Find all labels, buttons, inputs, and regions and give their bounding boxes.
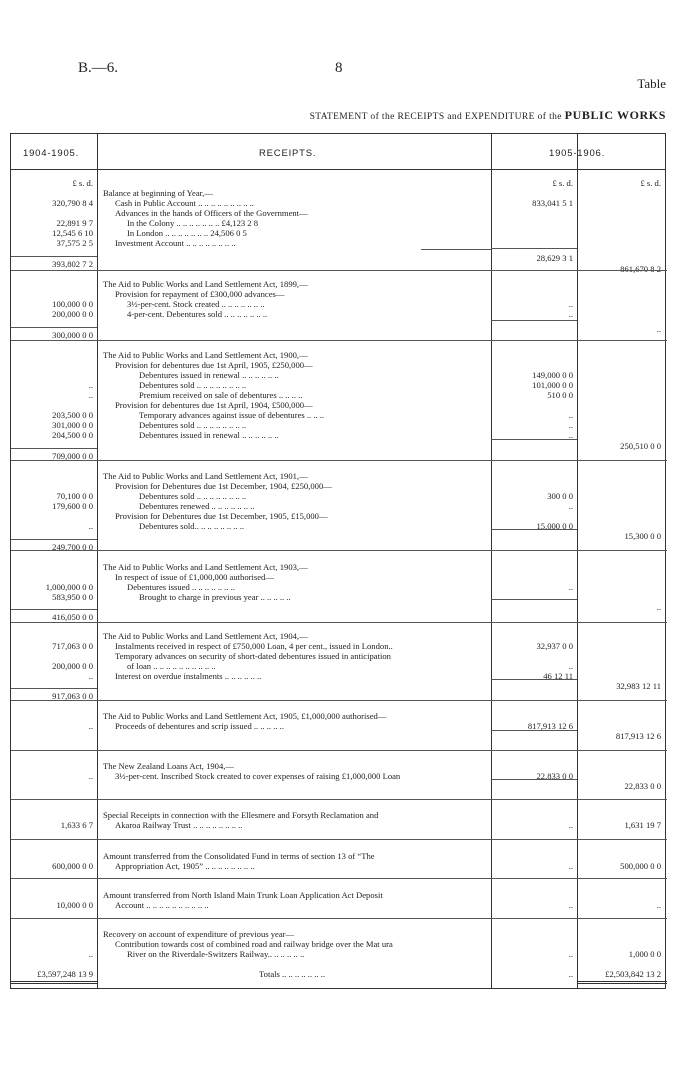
receipt-line: Instalments received in respect of £750,000 Loan, 4 per cent., issued in London.. <box>115 641 393 651</box>
receipt-amount: 817,913 12 6 <box>527 721 573 731</box>
section-rule <box>491 529 577 530</box>
prev-year-amount: .. <box>88 721 93 731</box>
column-divider <box>577 134 578 988</box>
prev-year-amount: 204,500 0 0 <box>52 430 93 440</box>
section-rule <box>11 799 667 800</box>
column-header-receipts: RECEIPTS. <box>259 148 317 159</box>
column-header-1904-1905: 1904-1905. <box>23 148 80 159</box>
receipt-amount: .. <box>568 969 573 979</box>
prev-year-amount: .. <box>88 671 93 681</box>
prev-year-amount: 200,000 0 0 <box>52 661 93 671</box>
receipt-line: Premium received on sale of debentures .. .. .. .. <box>139 390 303 400</box>
prev-year-amount: £3,597,248 13 9 <box>37 969 93 979</box>
receipt-line: 3½-per-cent. Stock created .. .. .. .. .. .. .. <box>127 299 265 309</box>
receipt-line: The New Zealand Loans Act, 1904,— <box>103 761 235 771</box>
section-rule <box>11 918 667 919</box>
section-rule <box>11 460 667 461</box>
receipt-line: Account .. .. .. .. .. .. .. .. .. .. <box>115 900 209 910</box>
receipt-line: Akaroa Railway Trust .. .. .. .. .. .. .. .. <box>115 820 243 830</box>
receipt-line: The Aid to Public Works and Land Settlement Act, 1899,— <box>103 279 308 289</box>
receipt-amount: 510 0 0 <box>547 390 573 400</box>
unit-header-curr-total: £ s. d. <box>640 178 661 188</box>
prev-year-amount: 300,000 0 0 <box>52 330 93 340</box>
receipt-line: Special Receipts in connection with the Ellesmere and Forsyth Reclamation and <box>103 810 379 820</box>
receipt-amount: 15,000 0 0 <box>536 521 573 531</box>
receipt-line: River on the Riverdale-Switzers Railway.. .. .. .. .. .. <box>127 949 305 959</box>
receipt-amount: .. <box>568 592 573 602</box>
section-rule <box>11 750 667 751</box>
section-rule <box>11 839 667 840</box>
receipt-amount: .. <box>568 309 573 319</box>
receipt-line: Provision for debentures due 1st April, 1904, £500,000— <box>115 400 313 410</box>
receipt-line: Recovery on account of expenditure of previous year— <box>103 929 295 939</box>
section-rule <box>11 327 97 328</box>
curr-year-total: .. <box>656 324 661 334</box>
curr-year-total: 32,983 12 11 <box>616 681 661 691</box>
receipt-line: Investment Account .. .. .. .. .. .. .. .. <box>115 238 236 248</box>
prev-year-amount: 22,891 9 7 <box>56 218 93 228</box>
prev-year-amount: 320,790 8 4 <box>52 198 93 208</box>
column-divider <box>97 134 98 988</box>
receipt-line: Debentures sold .. .. .. .. .. .. .. .. <box>139 420 247 430</box>
receipt-amount: 101,000 0 0 <box>532 380 573 390</box>
receipt-line: Amount transferred from the Consolidated Fund in terms of section 13 of “The <box>103 851 375 861</box>
receipt-amount: .. <box>568 949 573 959</box>
totals-double-rule <box>577 981 667 984</box>
receipt-line: Advances in the hands of Officers of the Government— <box>115 208 308 218</box>
curr-year-total: 15,300 0 0 <box>624 531 661 541</box>
prev-year-amount: 37,575 2 5 <box>56 238 93 248</box>
section-rule <box>11 539 97 540</box>
receipt-line: of loan .. .. .. .. .. .. .. .. .. .. <box>127 661 216 671</box>
prev-year-amount: 917,063 0 0 <box>52 691 93 701</box>
prev-year-amount: .. <box>88 521 93 531</box>
section-rule <box>491 599 577 600</box>
prev-year-amount: 1,000,000 0 0 <box>45 582 93 592</box>
section-rule <box>11 700 667 701</box>
receipt-line: In London .. .. .. .. .. .. .. 24,506 0 5 <box>127 228 247 238</box>
section-rule <box>491 730 577 731</box>
prev-year-amount: 10,000 0 0 <box>56 900 93 910</box>
curr-year-subtotal: 28,629 3 1 <box>536 253 573 263</box>
curr-year-total: .. <box>656 900 661 910</box>
receipt-line: Debentures renewed .. .. .. .. .. .. .. <box>139 501 255 511</box>
prev-year-amount: 301,000 0 0 <box>52 420 93 430</box>
prev-year-amount: 200,000 0 0 <box>52 309 93 319</box>
receipt-line: The Aid to Public Works and Land Settlement Act, 1900,— <box>103 350 308 360</box>
table-label: Table <box>637 76 666 91</box>
receipt-amount: .. <box>568 410 573 420</box>
prev-year-amount: .. <box>88 771 93 781</box>
receipt-line: The Aid to Public Works and Land Settlement Act, 1905, £1,000,000 authorised— <box>103 711 387 721</box>
receipt-line: 4-per-cent. Debentures sold .. .. .. .. .. .. .. <box>127 309 268 319</box>
receipt-line: Provision for debentures due 1st April, 1905, £250,000— <box>115 360 313 370</box>
document-reference: B.—6. <box>78 60 119 76</box>
section-rule <box>491 779 577 780</box>
section-rule <box>11 550 667 551</box>
receipt-line: Proceeds of debentures and scrip issued .. .. .. .. .. <box>115 721 284 731</box>
section-rule <box>421 249 491 250</box>
receipt-line: Temporary advances on security of short-dated debentures issued in anticipation <box>115 651 391 661</box>
unit-header-curr: £ s. d. <box>552 178 573 188</box>
curr-year-total: 1,000 0 0 <box>628 949 661 959</box>
receipt-line: Appropriation Act, 1905” .. .. .. .. .. .. .. .. <box>115 861 255 871</box>
curr-year-total: 1,631 19 7 <box>624 820 661 830</box>
prev-year-amount: 203,500 0 0 <box>52 410 93 420</box>
receipt-line: In the Colony .. .. .. .. .. .. .. £4,123 2 8 <box>127 218 259 228</box>
receipt-line: Interest on overdue instalments .. .. .. .. .. .. <box>115 671 262 681</box>
curr-year-total: 22,833 0 0 <box>624 781 661 791</box>
curr-year-total: 500,000 0 0 <box>620 861 661 871</box>
receipt-line: Balance at beginning of Year,— <box>103 188 213 198</box>
receipt-amount: .. <box>568 501 573 511</box>
header-rule <box>11 169 665 170</box>
receipt-amount: 46 12 11 <box>543 671 573 681</box>
receipt-amount: 300 0 0 <box>547 491 573 501</box>
receipt-line: In respect of issue of £1,000,000 authorised— <box>115 572 274 582</box>
section-rule <box>11 256 97 257</box>
prev-year-amount: 393,802 7 2 <box>52 259 93 269</box>
receipt-line: Debentures sold .. .. .. .. .. .. .. .. <box>139 491 247 501</box>
prev-year-amount: 416,050 0 0 <box>52 612 93 622</box>
receipt-line: The Aid to Public Works and Land Settlement Act, 1904,— <box>103 631 308 641</box>
receipt-line: Debentures issued .. .. .. .. .. .. .. <box>127 582 235 592</box>
column-header-1905-1906: 1905-1906. <box>549 148 606 159</box>
receipt-amount: 32,937 0 0 <box>536 641 573 651</box>
prev-year-amount: 600,000 0 0 <box>52 861 93 871</box>
receipt-amount: 833,041 5 1 <box>532 198 573 208</box>
receipt-line: The Aid to Public Works and Land Settlement Act, 1901,— <box>103 471 308 481</box>
curr-year-total: 250,510 0 0 <box>620 441 661 451</box>
section-rule <box>11 340 667 341</box>
receipt-amount: .. <box>568 861 573 871</box>
prev-year-amount: 179,600 0 0 <box>52 501 93 511</box>
prev-year-amount: .. <box>88 390 93 400</box>
section-rule <box>491 679 577 680</box>
receipt-line: Debentures sold .. .. .. .. .. .. .. .. <box>139 380 247 390</box>
section-rule <box>491 439 577 440</box>
receipt-line: Debentures sold.. .. .. .. .. .. .. .. <box>139 521 245 531</box>
receipt-amount: .. <box>568 299 573 309</box>
receipt-line: Provision for Debentures due 1st December, 1904, £250,000— <box>115 481 332 491</box>
prev-year-amount: 249,700 0 0 <box>52 542 93 552</box>
section-rule <box>491 320 577 321</box>
receipt-line: Temporary advances against issue of debentures .. .. .. <box>139 410 325 420</box>
prev-year-amount: .. <box>88 949 93 959</box>
section-rule <box>11 609 97 610</box>
receipt-amount: .. <box>568 900 573 910</box>
prev-year-amount: 12,545 6 10 <box>52 228 93 238</box>
receipt-line: Debentures issued in renewal .. .. .. .. .. .. <box>139 370 279 380</box>
receipt-amount: .. <box>568 420 573 430</box>
statement-emphasis: PUBLIC WORKS <box>564 108 666 122</box>
receipt-line: Provision for Debentures due 1st December, 1905, £15,000— <box>115 511 328 521</box>
receipt-line: The Aid to Public Works and Land Settlement Act, 1903,— <box>103 562 308 572</box>
prev-year-amount: 1,633 6 7 <box>60 820 93 830</box>
receipt-line: Cash in Public Account .. .. .. .. .. .. .. .. .. <box>115 198 254 208</box>
totals-double-rule <box>11 981 97 984</box>
curr-year-total: .. <box>656 602 661 612</box>
receipt-amount: 149,000 0 0 <box>532 370 573 380</box>
prev-year-amount: 717,063 0 0 <box>52 641 93 651</box>
receipt-line: Provision for repayment of £300,000 advances— <box>115 289 285 299</box>
curr-year-total: 817,913 12 6 <box>615 731 661 741</box>
section-rule <box>11 448 97 449</box>
prev-year-amount: .. <box>88 380 93 390</box>
prev-year-amount: 70,100 0 0 <box>56 491 93 501</box>
receipts-table <box>10 133 666 989</box>
section-rule <box>11 688 97 689</box>
statement-title <box>310 108 666 123</box>
receipt-amount: .. <box>568 430 573 440</box>
curr-year-total: £2,503,842 13 2 <box>605 969 661 979</box>
curr-year-total: 861,670 8 2 <box>620 264 661 274</box>
page-number: 8 <box>335 60 343 76</box>
section-rule <box>491 248 577 249</box>
statement-prefix: STATEMENT of the RECEIPTS and EXPENDITURE of the <box>309 112 562 122</box>
receipt-line: Brought to charge in previous year .. .. .. .. .. <box>139 592 291 602</box>
prev-year-amount: 100,000 0 0 <box>52 299 93 309</box>
receipt-line: Totals .. .. .. .. .. .. .. <box>259 969 325 979</box>
receipt-line: Amount transferred from North Island Main Trunk Loan Application Act Deposit <box>103 890 383 900</box>
unit-header-prev: £ s. d. <box>72 178 93 188</box>
prev-year-amount: 583,950 0 0 <box>52 592 93 602</box>
receipt-line: 3½-per-cent. Inscribed Stock created to cover expenses of raising £1,000,000 Loan <box>115 771 401 781</box>
section-rule <box>11 622 667 623</box>
receipt-amount: .. <box>568 661 573 671</box>
receipt-line: Contribution towards cost of combined road and railway bridge over the Mat ura <box>115 939 393 949</box>
receipt-amount: .. <box>568 582 573 592</box>
prev-year-amount: 709,000 0 0 <box>52 451 93 461</box>
receipt-amount: 22,833 0 0 <box>536 771 573 781</box>
receipt-line: Debentures issued in renewal .. .. .. .. .. .. <box>139 430 279 440</box>
section-rule <box>11 270 667 271</box>
receipt-amount: .. <box>568 820 573 830</box>
section-rule <box>11 878 667 879</box>
